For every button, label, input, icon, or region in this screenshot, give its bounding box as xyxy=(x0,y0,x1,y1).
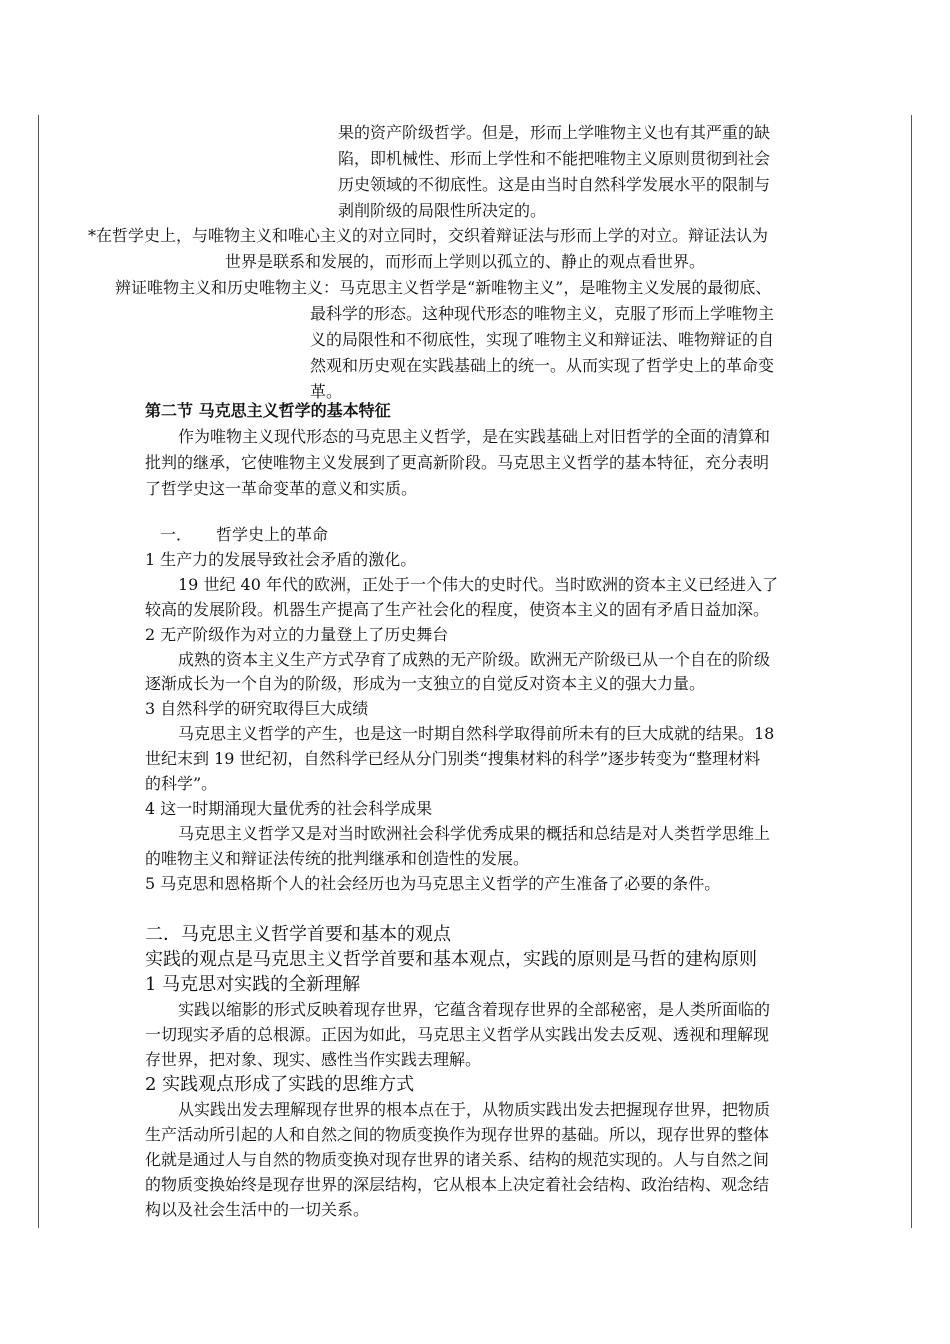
text-line: 较高的发展阶段。机器生产提高了生产社会化的程度，使资本主义的固有矛盾日益加深。 xyxy=(145,599,770,619)
body-paragraph xyxy=(145,1097,805,1222)
text-line: 的唯物主义和辩证法传统的批判继承和创造性的发展。 xyxy=(145,848,530,868)
text-line: 4 这一时期涌现大量优秀的社会科学成果 xyxy=(145,798,433,818)
text-line: 3 自然科学的研究取得巨大成绩 xyxy=(145,699,369,719)
subheading xyxy=(145,947,805,972)
text-line: 从实践出发去理解现存世界的根本点在于，从物质实践出发去把握现存世界，把物质 xyxy=(178,1100,771,1119)
part2-heading: 二．马克思主义哲学首要和基本的观点 xyxy=(145,924,451,945)
text-line: 1 马克思对实践的全新理解 xyxy=(145,974,361,995)
right-margin-line xyxy=(911,115,912,1228)
part1-heading: 一． 哲学史上的革命 xyxy=(160,525,329,544)
text-line: 历史领域的不彻底性。这是由当时自然科学发展水平的限制与 xyxy=(338,175,771,194)
text-line: 批判的继承，它使唯物主义发展到了更高新阶段。马克思主义哲学的基本特征，充分表明 xyxy=(145,453,770,472)
text-line: 了哲学史这一革命变革的意义和实质。 xyxy=(145,479,418,498)
subheading xyxy=(145,548,805,573)
body-paragraph xyxy=(145,822,805,872)
body-paragraph xyxy=(145,648,805,698)
body-paragraph xyxy=(145,573,805,623)
body-paragraph xyxy=(145,997,805,1072)
text-line: 存世界，把对象、现实、感性当作实践去理解。 xyxy=(145,1050,482,1069)
text-line: 2 无产阶级作为对立的力量登上了历史舞台 xyxy=(145,624,449,644)
dialectics-note-rest: 世界是联系和发展的，而形而上学则以孤立的、静止的观点看世界。 xyxy=(225,252,706,271)
text-line: 化就是通过人与自然的物质变换对现存世界的诸关系、结构的规范实现的。人与自然之间 xyxy=(145,1150,770,1169)
text-line: 马克思主义哲学又是对当时欧洲社会科学优秀成果的概括和总结是对人类哲学思维上 xyxy=(178,823,771,843)
text-line: 逐渐成长为一个自为的阶级，形成为一支独立的自觉反对资本主义的强大力量。 xyxy=(145,674,706,694)
subheading xyxy=(145,697,805,722)
text-line: 19 世纪 40 年代的欧洲，正处于一个伟大的史时代。当时欧洲的资本主义已经进入了 xyxy=(178,574,778,594)
text-line: 2 实践观点形成了实践的思维方式 xyxy=(145,1074,415,1095)
text-line: 果的资产阶级哲学。但是，形而上学唯物主义也有其严重的缺 xyxy=(338,123,771,142)
text-line: 世纪末到 19 世纪初，自然科学已经从分门别类“搜集材料的科学”逐步转变为“整理材料 xyxy=(145,749,761,769)
text-line: 实践的观点是马克思主义哲学首要和基本观点，实践的原则是马哲的建构原则 xyxy=(145,949,757,970)
subheading xyxy=(145,972,805,997)
text-line: 义的局限性和不彻底性，实现了唯物主义和辩证法、唯物辩证的自 xyxy=(310,330,775,349)
dialectics-note-first: *在哲学史上，与唯物主义和唯心主义的对立同时，交织着辩证法与形而上学的对立。辩证法认为 xyxy=(88,226,769,245)
left-margin-line xyxy=(38,115,39,1228)
text-line: 生产活动所引起的人和自然之间的物质变换作为现存世界的基础。所以，现存世界的整体 xyxy=(145,1125,770,1144)
text-line: 陷，即机械性、形而上学性和不能把唯物主义原则贯彻到社会 xyxy=(338,149,771,168)
text-line: 剥削阶级的局限性所决定的。 xyxy=(338,201,547,220)
text-line: 马克思主义哲学的产生，也是这一时期自然科学取得前所未有的巨大成就的结果。18 xyxy=(178,724,775,744)
section-title: 第二节 马克思主义哲学的基本特征 xyxy=(145,401,391,420)
body-paragraph xyxy=(145,722,805,797)
text-line: 成熟的资本主义生产方式孕育了成熟的无产阶级。欧洲无产阶级已从一个自在的阶级 xyxy=(178,649,771,669)
top-fragment xyxy=(338,120,770,224)
part1-content xyxy=(145,548,805,896)
intro-paragraph xyxy=(145,424,770,502)
text-line: 的科学”。 xyxy=(145,774,218,794)
subheading xyxy=(145,1072,805,1097)
text-line: 实践以缩影的形式反映着现存世界，它蕴含着现存世界的全部秘密，是人类所面临的 xyxy=(178,1000,771,1019)
text-line: 一切现实矛盾的总根源。正因为如此，马克思主义哲学从实践出发去反观、透视和理解现 xyxy=(145,1025,770,1044)
part2-content xyxy=(145,947,805,1222)
subheading xyxy=(145,797,805,822)
subheading xyxy=(145,872,805,897)
text-line: 1 生产力的发展导致社会矛盾的激化。 xyxy=(145,550,417,569)
text-line: 的物质变换始终是现存世界的深层结构，它从根本上决定着社会结构、政治结构、观念结 xyxy=(145,1175,770,1194)
text-line: 构以及社会生活中的一切关系。 xyxy=(145,1200,370,1219)
text-line: 然观和历史观在实践基础上的统一。从而实现了哲学史上的革命变 xyxy=(310,356,775,375)
text-line: 最科学的形态。这种现代形态的唯物主义，克服了形而上学唯物主 xyxy=(310,304,775,323)
subheading xyxy=(145,623,805,648)
materialism-note-rest xyxy=(310,301,774,405)
text-line: 作为唯物主义现代形态的马克思主义哲学，是在实践基础上对旧哲学的全面的清算和 xyxy=(178,427,771,446)
materialism-note-first: 辨证唯物主义和历史唯物主义：马克思主义哲学是“新唯物主义”，是唯物主义发展的最彻底、 xyxy=(115,278,772,297)
text-line: 革。 xyxy=(310,382,343,401)
text-line: 5 马克思和恩格斯个人的社会经历也为马克思主义哲学的产生准备了必要的条件。 xyxy=(145,873,721,893)
